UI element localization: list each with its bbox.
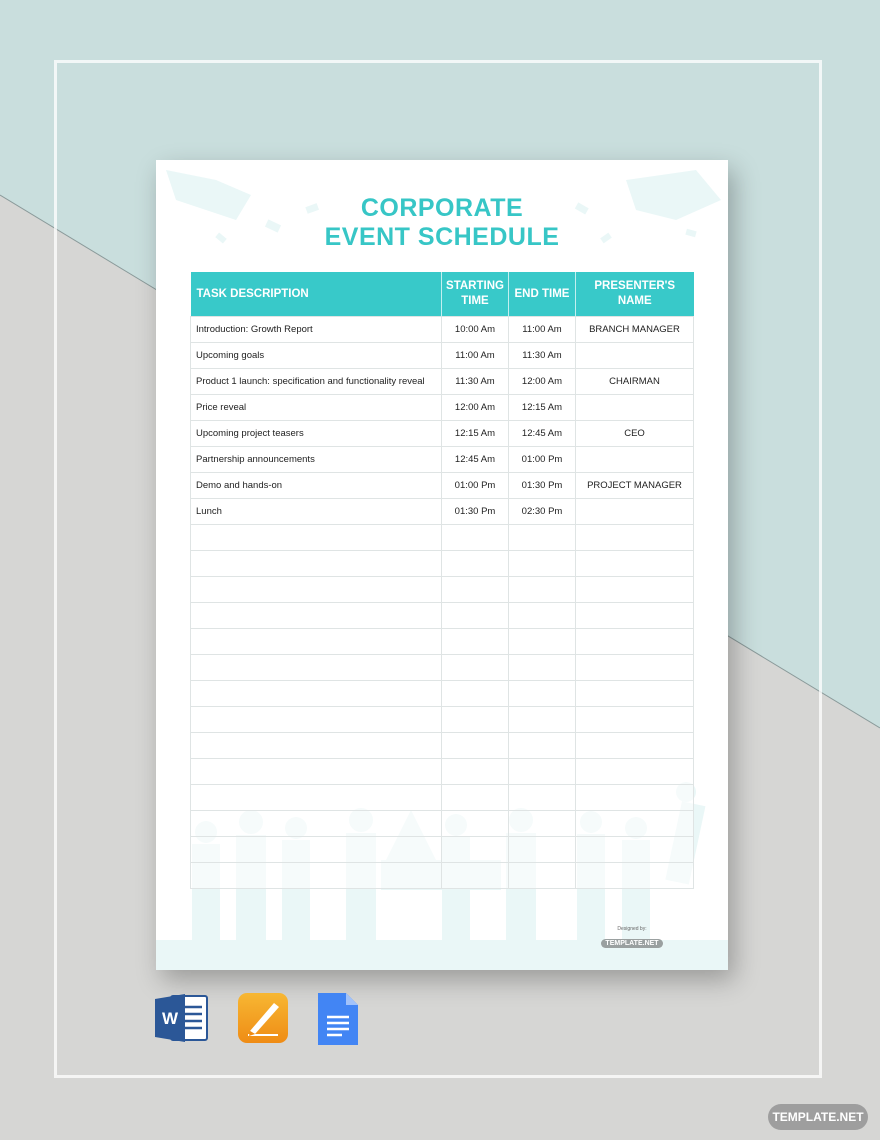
table-row	[191, 759, 694, 785]
task-cell: Lunch	[191, 499, 442, 525]
task-cell: Partnership announcements	[191, 447, 442, 473]
presenter-cell	[576, 811, 694, 837]
presenter-cell	[576, 785, 694, 811]
presenter-cell	[576, 863, 694, 889]
end-time-cell: 12:00 Am	[509, 369, 576, 395]
start-time-cell	[442, 525, 509, 551]
task-cell	[191, 603, 442, 629]
designed-by-credit	[600, 926, 664, 950]
presenter-cell	[576, 499, 694, 525]
table-row	[191, 473, 694, 499]
designed-by-label: Designed by:	[617, 926, 647, 932]
presenter-cell	[576, 525, 694, 551]
start-time-cell	[442, 603, 509, 629]
header-task-description: TASK DESCRIPTION	[191, 272, 442, 317]
table-row	[191, 681, 694, 707]
start-time-cell	[442, 785, 509, 811]
task-cell	[191, 863, 442, 889]
schedule-table	[190, 272, 694, 889]
end-time-cell: 12:45 Am	[509, 421, 576, 447]
end-time-cell	[509, 707, 576, 733]
table-row	[191, 343, 694, 369]
end-time-cell: 11:30 Am	[509, 343, 576, 369]
task-cell: Product 1 launch: specification and functionality reveal	[191, 369, 442, 395]
end-time-cell	[509, 837, 576, 863]
pages-icon[interactable]	[238, 993, 288, 1043]
end-time-cell: 12:15 Am	[509, 395, 576, 421]
table-row	[191, 447, 694, 473]
start-time-cell	[442, 655, 509, 681]
start-time-cell	[442, 707, 509, 733]
presenter-cell	[576, 603, 694, 629]
end-time-cell	[509, 811, 576, 837]
header-presenters-name: PRESENTER'S NAME	[576, 272, 694, 317]
end-time-cell	[509, 681, 576, 707]
task-cell	[191, 525, 442, 551]
table-row	[191, 499, 694, 525]
table-row	[191, 603, 694, 629]
presenter-cell	[576, 733, 694, 759]
presenter-cell	[576, 395, 694, 421]
presenter-cell: CEO	[576, 421, 694, 447]
table-row	[191, 811, 694, 837]
end-time-cell	[509, 785, 576, 811]
task-cell	[191, 733, 442, 759]
table-row	[191, 317, 694, 343]
presenter-cell	[576, 551, 694, 577]
table-row	[191, 369, 694, 395]
start-time-cell	[442, 681, 509, 707]
table-row	[191, 525, 694, 551]
table-row	[191, 551, 694, 577]
end-time-cell	[509, 863, 576, 889]
end-time-cell	[509, 577, 576, 603]
start-time-cell: 11:00 Am	[442, 343, 509, 369]
start-time-cell: 01:30 Pm	[442, 499, 509, 525]
end-time-cell: 01:30 Pm	[509, 473, 576, 499]
svg-text:W: W	[161, 1009, 179, 1028]
task-cell	[191, 837, 442, 863]
table-row	[191, 785, 694, 811]
task-cell: Upcoming project teasers	[191, 421, 442, 447]
table-row	[191, 733, 694, 759]
end-time-cell: 01:00 Pm	[509, 447, 576, 473]
table-row	[191, 395, 694, 421]
word-icon[interactable]	[155, 993, 209, 1043]
table-row	[191, 629, 694, 655]
task-cell	[191, 551, 442, 577]
document-page	[156, 160, 728, 970]
table-row	[191, 863, 694, 889]
end-time-cell	[509, 655, 576, 681]
table-row	[191, 421, 694, 447]
presenter-cell	[576, 447, 694, 473]
task-cell: Demo and hands-on	[191, 473, 442, 499]
task-cell	[191, 785, 442, 811]
template-net-logo: TEMPLATE.NET	[601, 939, 662, 948]
start-time-cell: 01:00 Pm	[442, 473, 509, 499]
end-time-cell: 02:30 Pm	[509, 499, 576, 525]
presenter-cell: BRANCH MANAGER	[576, 317, 694, 343]
end-time-cell	[509, 551, 576, 577]
title-line-1: CORPORATE	[360, 194, 524, 222]
presenter-cell	[576, 837, 694, 863]
task-cell	[191, 629, 442, 655]
presenter-cell	[576, 629, 694, 655]
end-time-cell	[509, 603, 576, 629]
schedule-body	[191, 317, 694, 889]
presenter-cell	[576, 707, 694, 733]
watermark-badge: TEMPLATE.NET	[768, 1104, 868, 1130]
start-time-cell: 12:45 Am	[442, 447, 509, 473]
presenter-cell	[576, 681, 694, 707]
table-row	[191, 577, 694, 603]
task-cell: Price reveal	[191, 395, 442, 421]
start-time-cell	[442, 811, 509, 837]
document-title	[156, 194, 728, 252]
presenter-cell	[576, 759, 694, 785]
task-cell	[191, 759, 442, 785]
start-time-cell	[442, 577, 509, 603]
end-time-cell	[509, 759, 576, 785]
start-time-cell	[442, 733, 509, 759]
presenter-cell	[576, 577, 694, 603]
task-cell	[191, 811, 442, 837]
task-cell	[191, 655, 442, 681]
start-time-cell	[442, 629, 509, 655]
table-row	[191, 707, 694, 733]
start-time-cell	[442, 551, 509, 577]
presenter-cell: PROJECT MANAGER	[576, 473, 694, 499]
start-time-cell	[442, 837, 509, 863]
table-row	[191, 655, 694, 681]
end-time-cell	[509, 733, 576, 759]
end-time-cell	[509, 629, 576, 655]
start-time-cell: 10:00 Am	[442, 317, 509, 343]
task-cell: Introduction: Growth Report	[191, 317, 442, 343]
task-cell: Upcoming goals	[191, 343, 442, 369]
presenter-cell: CHAIRMAN	[576, 369, 694, 395]
google-docs-icon[interactable]	[318, 993, 358, 1045]
header-starting-time: STARTING TIME	[442, 272, 509, 317]
table-row	[191, 837, 694, 863]
start-time-cell: 11:30 Am	[442, 369, 509, 395]
end-time-cell	[509, 525, 576, 551]
header-end-time: END TIME	[509, 272, 576, 317]
task-cell	[191, 577, 442, 603]
start-time-cell: 12:00 Am	[442, 395, 509, 421]
title-line-2: EVENT SCHEDULE	[324, 223, 560, 251]
start-time-cell	[442, 863, 509, 889]
task-cell	[191, 681, 442, 707]
presenter-cell	[576, 655, 694, 681]
presenter-cell	[576, 343, 694, 369]
end-time-cell: 11:00 Am	[509, 317, 576, 343]
start-time-cell: 12:15 Am	[442, 421, 509, 447]
start-time-cell	[442, 759, 509, 785]
table-header-row	[191, 272, 694, 317]
task-cell	[191, 707, 442, 733]
